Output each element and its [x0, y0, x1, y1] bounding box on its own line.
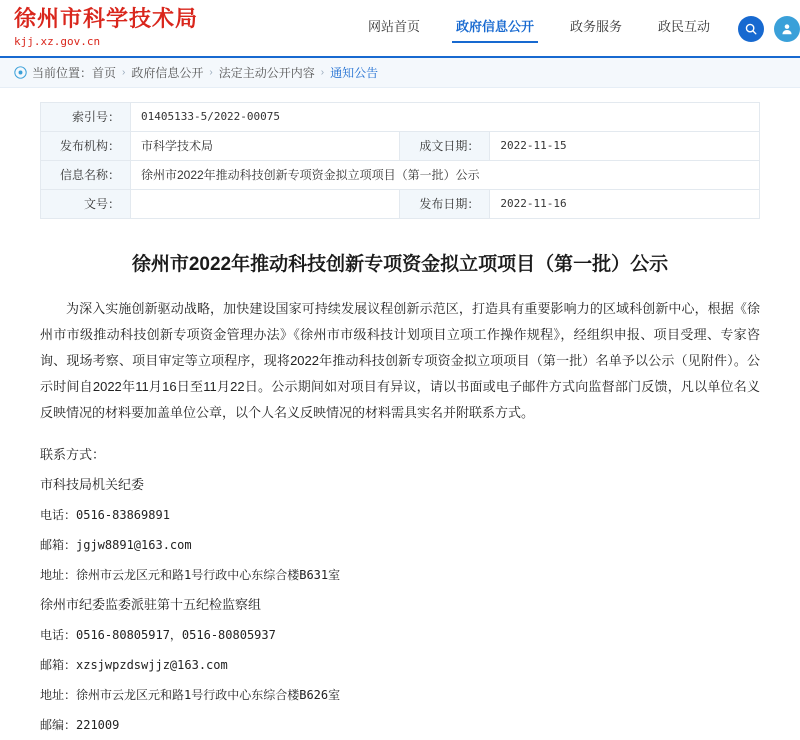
contact-line: 电话：0516-83869891: [40, 508, 170, 522]
meta-label-index: 索引号：: [41, 103, 131, 132]
contact-heading: 联系方式：: [40, 447, 106, 462]
meta-value-publish-date: 2022-11-16: [490, 190, 760, 219]
brand-url: kjj.xz.gov.cn: [14, 35, 101, 48]
table-row: [41, 190, 760, 219]
nav-item-home[interactable]: 网站首页: [368, 19, 421, 34]
table-row: [41, 103, 760, 132]
breadcrumb-separator: ›: [122, 67, 126, 78]
article-paragraph: 为深入实施创新驱动战略，加快建设国家可持续发展议程创新示范区，打造具有重要影响力的区域科创新中心，根据《徐州市市级推动科技创新专项资金管理办法》《徐州市市级科技计划项目立项工作操作规程》，经组织申报、项目受理、专家咨询、现场考察、项目审定等立项程序，现将2022年推动科技创新专项资金拟立项项目（第一批）名单予以公示（见附件）。公示时间自2022年11月16日至11月22日。公示期间如对项目有异议，请以书面或电子邮件方式向监督部门反馈，凡以单位名义反映情况的材料要加盖单位公章，以个人名义反映情况的材料需具实名并附联系方式。: [40, 301, 760, 420]
contact-line: 电话：0516-80805917，0516-80805937: [40, 628, 276, 642]
meta-label-publish-date: 发布日期：: [400, 190, 490, 219]
table-row: [41, 132, 760, 161]
breadcrumb-item-announcements[interactable]: 通知公告: [330, 66, 379, 80]
breadcrumb-item-home[interactable]: 首页: [92, 66, 117, 80]
nav-item-services[interactable]: 政务服务: [570, 19, 623, 34]
table-row: [41, 161, 760, 190]
search-icon[interactable]: [738, 16, 764, 42]
contact-line: 邮编：221009: [40, 718, 120, 732]
page-content: [0, 102, 800, 740]
breadcrumb-item-government-info[interactable]: 政府信息公开: [131, 66, 204, 80]
contact-line: 地址：徐州市云龙区元和路1号行政中心东综合楼B631室: [40, 568, 341, 582]
meta-label-title: 信息名称：: [41, 161, 131, 190]
document-metadata-table: [40, 102, 760, 219]
location-pin-icon: [14, 66, 27, 79]
meta-value-issuer: 市科学技术局: [130, 132, 399, 161]
breadcrumb-separator: ›: [209, 67, 213, 78]
brand-title: 徐州市科学技术局: [14, 6, 199, 31]
site-header: [0, 0, 800, 56]
meta-value-docnum: [130, 190, 399, 219]
contact-line: 邮箱：xzsjwpzdswjjz@163.com: [40, 658, 228, 672]
breadcrumb-item-statutory-disclosure[interactable]: 法定主动公开内容: [218, 66, 315, 80]
contact-line: 徐州市纪委监委派驻第十五纪检监察组: [40, 597, 262, 612]
site-brand[interactable]: [14, 6, 198, 48]
breadcrumb-prefix: 当前位置：: [32, 66, 93, 80]
page-title: 徐州市2022年推动科技创新专项资金拟立项项目（第一批）公示: [131, 254, 669, 275]
meta-label-docnum: 文号：: [41, 190, 131, 219]
main-nav: [350, 12, 800, 45]
nav-item-interaction[interactable]: 政民互动: [658, 19, 711, 34]
contact-line: 市科技局机关纪委: [40, 477, 145, 492]
person-icon[interactable]: [774, 16, 800, 42]
contact-line: 邮箱：jgjw8891@163.com: [40, 538, 192, 552]
meta-label-written-date: 成文日期：: [400, 132, 490, 161]
breadcrumb-separator: ›: [320, 67, 325, 78]
meta-value-index: 01405133-5/2022-00075: [130, 103, 759, 132]
nav-item-government-info[interactable]: 政府信息公开: [438, 12, 552, 45]
contact-line: 地址：徐州市云龙区元和路1号行政中心东综合楼B626室: [40, 688, 341, 702]
meta-value-title: 徐州市2022年推动科技创新专项资金拟立项项目（第一批）公示: [130, 161, 759, 190]
meta-value-written-date: 2022-11-15: [490, 132, 760, 161]
breadcrumb: [0, 58, 800, 88]
meta-label-issuer: 发布机构：: [41, 132, 131, 161]
